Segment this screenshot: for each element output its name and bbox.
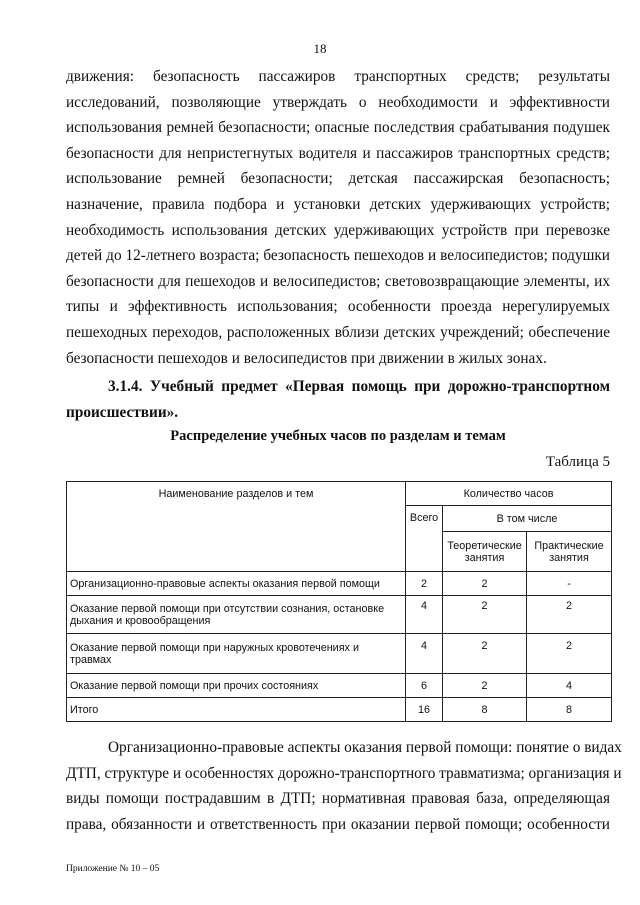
row-theory: 2 (443, 596, 527, 634)
row-name: Организационно-правовые аспекты оказания первой помощи (67, 572, 406, 596)
page-number: 18 (313, 41, 327, 56)
paragraph-1-line: использования ремней безопасности; опасные последствия срабатывания подушек (66, 119, 610, 137)
header-including: В том числе (443, 506, 612, 532)
row-total: 4 (406, 596, 443, 634)
paragraph-1-line: детей до 12-летнего возраста; безопасность пешеходов и велосипедистов; подушки (66, 247, 610, 265)
paragraph-2-line: ДТП, структуре и особенностях дорожно-транспортного травматизма; организация и (66, 764, 622, 782)
row-total: 6 (406, 674, 443, 698)
row-practice: - (527, 572, 612, 596)
paragraph-1-line: безопасности для пешеходов и велосипедистов; световозвращающие элементы, их (66, 272, 610, 290)
header-total: Всего (406, 506, 443, 572)
paragraph-1-line: движения: безопасность пассажиров транспортных средств; результаты (66, 68, 610, 85)
header-name: Наименование разделов и тем (67, 482, 406, 572)
row-practice: 2 (527, 596, 612, 634)
paragraph-2 (66, 735, 622, 837)
hours-table (66, 481, 612, 722)
paragraph-1-line: типы и эффективность использования; особенности проезда нерегулируемых (66, 298, 610, 316)
section-heading-line-1: 3.1.4. Учебный предмет «Первая помощь при дорожно-транспортном (108, 378, 610, 395)
table-row (67, 596, 612, 634)
paragraph-1-line: исследований, позволяющие утверждать о необходимости и эффективности (66, 93, 610, 111)
section-heading (66, 374, 610, 425)
table-row (67, 674, 612, 698)
row-name: Оказание первой помощи при наружных кровотечениях и травмах (67, 634, 406, 674)
row-practice: 8 (527, 698, 612, 722)
row-theory: 2 (443, 674, 527, 698)
table-label: Таблица 5 (545, 454, 610, 470)
paragraph-1-line: безопасности пешеходов и велосипедистов при движении в жилых зонах. (66, 349, 547, 367)
table-row-total (67, 698, 612, 722)
row-total: 16 (406, 698, 443, 722)
row-theory: 2 (443, 634, 527, 674)
row-practice: 2 (527, 634, 612, 674)
paragraph-1-line: безопасности для непристегнутых водителя и пассажиров транспортных средств; (66, 144, 610, 162)
row-name: Оказание первой помощи при прочих состояниях (67, 674, 406, 698)
paragraph-1-line: использование ремней безопасности; детская пассажирская безопасность; (66, 170, 610, 188)
header-hours: Количество часов (406, 482, 612, 506)
paragraph-2-line: права, обязанности и ответственность при оказании первой помощи; особенности (66, 815, 610, 833)
row-name: Оказание первой помощи при отсутствии сознания, остановке дыхания и кровообращения (67, 596, 406, 634)
row-total: 2 (406, 572, 443, 596)
footer-note: Приложение № 10 – 05 (66, 864, 160, 874)
row-name: Итого (67, 698, 406, 722)
paragraph-2-line: виды помощи пострадавшим в ДТП; нормативная правовая база, определяющая (66, 790, 610, 808)
paragraph-2-line: Организационно-правовые аспекты оказания первой помощи: понятие о видах (108, 739, 622, 756)
row-total: 4 (406, 634, 443, 674)
paragraph-1-line: назначение, правила подбора и установки детских удерживающих устройств; (66, 195, 610, 213)
paragraph-1 (66, 64, 610, 371)
header-practice: Практические занятия (527, 532, 612, 572)
section-heading-line-2: происшествии». (66, 403, 179, 421)
table-row (67, 572, 612, 596)
row-theory: 8 (443, 698, 527, 722)
paragraph-1-line: пешеходных переходов, расположенных вблизи детских учреждений; обеспечение (66, 323, 610, 341)
table-title: Распределение учебных часов по разделам и темам (170, 428, 506, 444)
header-theory: Теоретические занятия (443, 532, 527, 572)
paragraph-1-line: необходимость использования детских удерживающих устройств при перевозке (66, 221, 610, 239)
table-row (67, 634, 612, 674)
row-theory: 2 (443, 572, 527, 596)
row-practice: 4 (527, 674, 612, 698)
